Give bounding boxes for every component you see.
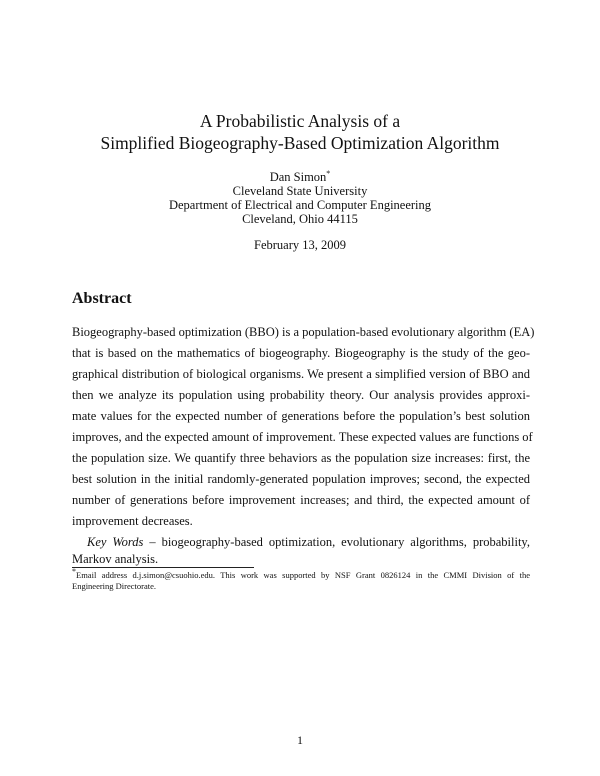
abstract-line: Biogeography-based optimization (BBO) is a population-based evolutionary algorithm (EA) xyxy=(72,325,535,339)
paper-title-line-2: Simplified Biogeography-Based Optimization Algorithm xyxy=(100,133,500,153)
paper-title-line-1: A Probabilistic Analysis of a xyxy=(199,111,401,131)
abstract-heading: Abstract xyxy=(72,290,132,307)
abstract-line: that is based on the mathematics of biogeography. Biogeography is the study of the geo- xyxy=(72,346,530,360)
paper-date: February 13, 2009 xyxy=(254,238,346,252)
abstract-line: improves, and the expected amount of improvement. These expected values are functions of xyxy=(72,430,533,444)
author-footnote-mark: * xyxy=(326,168,331,178)
page-number: 1 xyxy=(297,733,303,747)
keywords-label: Key Words xyxy=(87,535,144,549)
abstract-line: number of generations before improvement increases; and third, the expected amount of xyxy=(72,493,530,507)
abstract-line: the population size. We quantify three behaviors as the population size increases: first, the xyxy=(72,451,530,465)
keywords-text: biogeography-based optimization, evolutionary algorithms, probability, xyxy=(161,535,530,549)
abstract-line: improvement decreases. xyxy=(72,514,193,528)
footnote-mark: * xyxy=(72,567,76,577)
author-line xyxy=(0,170,600,185)
affiliation-department: Department of Electrical and Computer Engineering xyxy=(168,198,432,212)
affiliation-location: Cleveland, Ohio 44115 xyxy=(242,212,358,226)
keywords-continuation: Markov analysis. xyxy=(72,552,159,566)
abstract-line: graphical distribution of biological organisms. We present a simplified version of BBO and xyxy=(72,367,530,381)
affiliation-university: Cleveland State University xyxy=(232,184,368,198)
keywords-separator: – xyxy=(149,535,156,549)
footnote-text: Email address d.j.simon@csuohio.edu. This work was supported by NSF Grant 0826124 in the CMMI Division of the xyxy=(76,570,530,580)
author-name: Dan Simon xyxy=(269,170,327,184)
keywords-line xyxy=(87,535,530,550)
abstract-line: mate values for the expected number of generations before the population’s best solution xyxy=(72,409,530,423)
footnote-line: Engineering Directorate. xyxy=(72,581,157,591)
abstract-line: best solution in the initial randomly-generated population improves; second, the expected xyxy=(72,472,530,486)
abstract-line: then we analyze its population using probability theory. Our analysis provides approxi- xyxy=(72,388,530,402)
footnote-rule xyxy=(72,567,254,568)
footnote-line xyxy=(72,567,530,581)
